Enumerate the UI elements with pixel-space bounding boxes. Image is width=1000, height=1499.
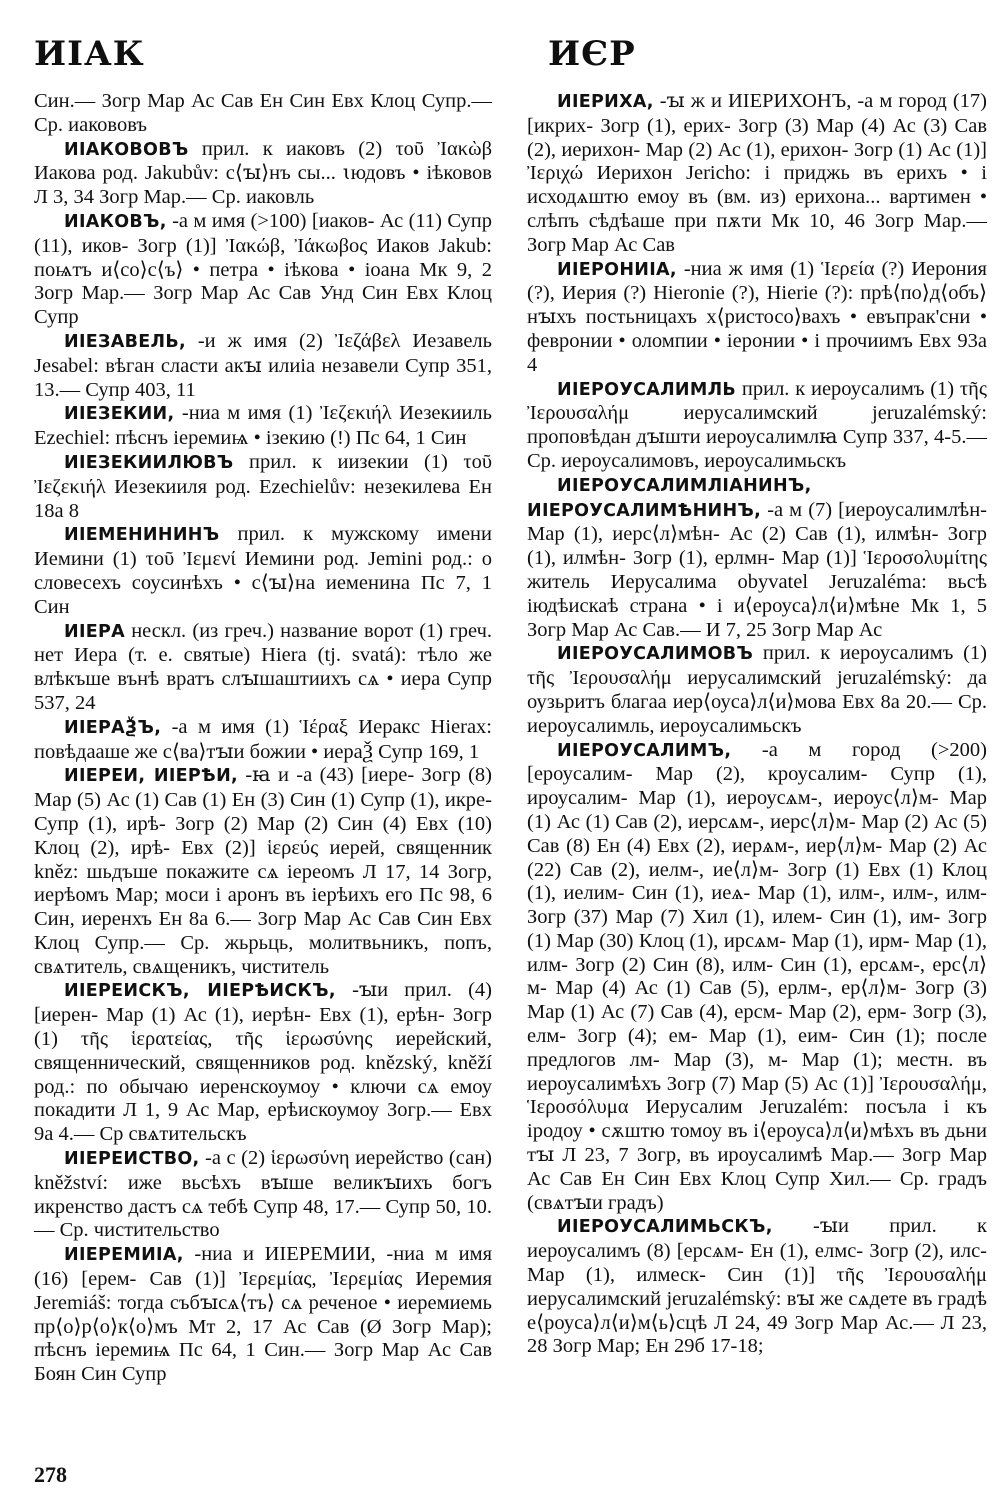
entry-headword: ИІЕРОУСАЛИМЛІАНИНЪ, ИІЕРОУСАЛИМѢНИНЪ, xyxy=(527,475,812,521)
dictionary-entry xyxy=(34,764,492,979)
dictionary-entry xyxy=(527,642,987,738)
entry-headword: ИІЕРОУСАЛИМЛЬ xyxy=(557,379,737,400)
dictionary-entry xyxy=(527,90,987,258)
dictionary-entry xyxy=(34,210,492,330)
entry-text: Син.— Зогр Мар Ас Сав Ен Син Евх Клоц Супр.— Ср. иакововъ xyxy=(34,90,492,136)
running-head-left: ИІАК xyxy=(34,34,145,74)
entry-headword: ИІЕРОНИІА, xyxy=(557,259,677,280)
dictionary-entry xyxy=(34,138,492,210)
page-number: 278 xyxy=(34,1462,67,1487)
entry-headword: ИІЕРАѮЪ, xyxy=(64,717,162,738)
entry-text: прил. к иероусалимъ (1) τῆς Ἰερουσαλήμ иерусалимский jeruzalémský: проповѣдан дꙑшти иероусалимлꙗ Супр 337, 4-5.— Ср. иероусалимовъ, иероусалимьскъ xyxy=(527,377,988,472)
entry-text: -а м город (>200) [ероусалим- Мар (2), кроусалим- Супр (1), ироусалим- Мар (1), иероусѧм-, иероус⟨л⟩м- Мар (1) Ас (1) Сав (2), иерсѧм-, иерс⟨л⟩м- Мар (2) Ас (5) Сав (8) Ен (4) Евх (2), иерѧм-, иер⟨л⟩м- Мар (2) Ас (22) Сав (2), иелм-, ие⟨л⟩м- Зогр (1) Евх (1) Клоц (1), иелим- Син (1), иеѧ- Мар (1), илм-, илм-, илм- Зогр (37) Мар (7) Хил (1), илем- Син (1), им- Зогр (1) Мар (30) Клоц (1), ирсѧм- Мар (1), ирм- Мар (1), илм- Зогр (2) Син (8), илм- Син (1), ерсѧм-, ерс⟨л⟩м- Мар (4) Ас (1) Сав (5), ерлм-, ер⟨л⟩м- Зогр (3) Мар (1) Ас (7) Сав (4), ерсм- Мар (2), ерм- Зогр (3), елм- Зогр (4); ем- Мар (1), еим- Син (1); после предлогов лм- Мар (3), м- Мар (1); местн. въ иероусалимѣхъ Зогр (7) Мар (5) Ас (1)] Ἰερουσαλήμ, Ἱεροσόλυμα Иерусалим Jeruzalém: посъла і къ іродоу • сѫштю томоу въ і⟨ероуса⟩л⟨и⟩мѣхъ въ дьни тꙑ Л 23, 7 Зогр, въ ироусалимѣ Мар.— Зогр Мар Ас Сав Ен Син Евх Клоц Супр Хил.— Ср. градъ (свѧтꙑи градъ) xyxy=(527,738,987,1214)
left-column xyxy=(34,90,492,1387)
entry-text: -ниа и ИІЕРЕМИИ, -ниа м имя (16) [ерем- Сав (1)] Ἰερεμίας, Ἰερεμίας Иеремия Jeremiáš: тогда събꙑсѧ⟨тъ⟩ сѧ реченое • иеремиемь пр⟨о⟩р⟨о⟩к⟨о⟩мъ Мт 2, 17 Ас Сав (Ø Зогр Мар); пѣснъ іеремиѩ Пс 64, 1 Син.— Зогр Мар Ас Сав Боян Син Супр xyxy=(34,1243,493,1386)
entry-headword: ИІЕЗАВЕЛЬ, xyxy=(64,331,186,352)
entry-headword: ИІЕРА xyxy=(64,621,125,642)
dictionary-entry xyxy=(34,90,492,138)
entry-text: -а м имя (>100) [иаков- Ас (11) Супр (11), иков- Зогр (1)] Ἰακώβ, Ἰάκωβος Иаков Jakub: поѩтъ и⟨со⟩с⟨ъ⟩ • петра • іѣкова • іоана Мк 9, 2 Зогр Мар.— Зогр Мар Ас Сав Унд Син Евх Клоц Супр xyxy=(34,209,493,329)
entry-headword: ИІЕМЕНИНИНЪ xyxy=(64,525,220,546)
entry-headword: ИІЕРИХА, xyxy=(557,92,654,112)
entry-text: -ꙑи прил. к иероусалимъ (8) [ерсѧм- Ен (1), елмс- Зогр (2), илс- Мар (1), илмеск- Син (1)] τῆς Ἰερουσαλήμ иерусалимский jeruzalémský: вꙑ же сѧдете въ градѣ е⟨роуса⟩л⟨и⟩м⟨ь⟩сцѣ Л 24, 49 Зогр Мар Ас.— Л 23, 28 Зогр Мар; Ен 29б 17-18; xyxy=(527,1215,987,1358)
entry-headword: ИІЕРЕИСКЪ, ИІЕРѢИСКЪ, xyxy=(64,981,336,1002)
dictionary-entry xyxy=(527,378,987,474)
entry-text: прил. к мужскому имени Иемини (1) τοῦ Ἰεμενί Иемини род. Jemini род.: о словесехъ соусинѣхъ • с⟨ꙑ⟩на иеменина Пс 7, 1 Син xyxy=(34,523,493,618)
dictionary-entry xyxy=(34,979,492,1147)
entry-text: -ꙑи прил. (4) [иерен- Мар (1) Ас (1), иерѣн- Евх (1), ерѣн- Зогр (1) τῆς ἱερατείας, τῆς ἱερωσύνης иерейский, священнический, священников род. knězský, kněží род.: по обычаю иеренскоумоу • ключи сѧ емоу покадити Л 1, 9 Ас Мар, ерѣискоумоу Зогр.— Евх 9а 4.— Ср свѧтительскъ xyxy=(34,979,492,1146)
entry-headword: ИІЕРОУСАЛИМЬСКЪ, xyxy=(557,1217,773,1238)
entry-text: -ꙑ ж и ИІЕРИХОНЪ, -а м город (17) [икрих- Зогр (1), ерих- Зогр (3) Мар (4) Ас (3) Сав (2), иерихон- Мар (2) Ас (1), ерихон- Зогр (1) Ас (1)] Ἰεριχώ Иерихон Jericho: і приджь въ ерихъ • і исходѧштю емоу въ (вм. из) ерихона... вартимен • слѣпъ сѣдѣаше при пѫти Мк 10, 46 Зогр Мар.— Зогр Мар Ас Сав xyxy=(527,90,988,256)
dictionary-entry xyxy=(34,1243,492,1387)
dictionary-entry xyxy=(34,1147,492,1243)
entry-text: -а м имя (1) Ἱέραξ Иеракс Hierax: повѣдааше же с⟨ва⟩тꙑи божии • иераѮ Супр 169, 1 xyxy=(34,715,492,763)
dictionary-entry xyxy=(34,523,492,619)
entry-text: прил. к иизекии (1) τοῦ Ἰεζεκιήλ Иезекииля род. Ezechielův: незекилева Ен 18а 8 xyxy=(34,450,492,522)
entry-headword: ИІЕРЕМИІА, xyxy=(64,1245,184,1266)
entry-text: -ꙗ и -а (43) [иере- Зогр (8) Мар (5) Ас (1) Сав (1) Ен (3) Син (1) Супр (1), икре- Супр (1), ирѣ- Зогр (2) Мар (2) Син (4) Евх (10) Клоц (2), ирѣ- Евх (2)] ἱερεύς иерей, священник kněz: шьдъше покажите сѧ іереомъ Л 17, 14 Зогр, иерѣомъ Мар; моси і аронъ въ іерѣихъ его Пс 98, 6 Син, иеренхъ Ен 8а 6.— Зогр Мар Ас Сав Син Евх Клоц Супр.— Ср. жьрьць, молитвьникъ, попъ, свѧтитель, свѧщеникъ, чиститель xyxy=(34,764,493,978)
entry-headword: ИІАКОВЪ, xyxy=(64,211,167,232)
entry-text: -а с (2) ἱερωσύνη иерейство (сан) kněžství: иже вьсѣхъ вꙑше великꙑихъ богъ икренство дастъ сѧ тебѣ Супр 48, 17.— Супр 50, 10.— Ср. чистительство xyxy=(34,1147,492,1242)
dictionary-entry xyxy=(34,330,492,402)
dictionary-entry xyxy=(527,258,987,378)
entry-text: -а м (7) [иероусалимлѣн- Мар (1), иерс⟨л⟩мѣн- Ас (2) Сав (1), илмѣн- Зогр (1), илмѣн- Зогр (1), ерлмн- Мар (1)] Ἱεροσολυμίτης житель Иерусалима obyvatel Jeruzaléma: вьсѣ іюдѣискаѣ страна • і и⟨ероуса⟩л⟨и⟩мѣне Мк 1, 5 Зогр Мар Ас Сав.— И 7, 25 Зогр Мар Ас xyxy=(527,498,987,641)
dictionary-entry xyxy=(34,716,492,765)
entry-text: прил. к иаковъ (2) τοῦ Ἰακὼβ Иакова род. Jakubův: с⟨ꙑ⟩нъ сы... ꙇюдовъ • іѣковов Л 3, 34 Зогр Мар.— Ср. иаковль xyxy=(34,137,492,209)
entry-text: прил. к иероусалимъ (1) τῆς Ἰερουσαλήμ иерусалимский jeruzalémský: да оузьритъ благаа иер⟨оуса⟩л⟨и⟩мова Евх 8а 20.— Ср. иероусалимль, иероусалимьскъ xyxy=(527,642,987,737)
entry-headword: ИІЕЗЕКИИЛЮВЪ xyxy=(64,452,234,473)
dictionary-entry xyxy=(527,1215,987,1359)
entry-headword: ИІЕРОУСАЛИМОВЪ xyxy=(557,644,754,665)
entry-headword: ИІЕЗЕКИИ, xyxy=(64,404,175,425)
entry-text: -ниа м имя (1) Ἰεζεκιήλ Иезекииль Ezechiel: пѣснъ іеремиѩ • ізекию (!) Пс 64, 1 Син xyxy=(34,402,493,450)
entry-headword: ИІЕРОУСАЛИМЪ, xyxy=(557,740,732,761)
right-column xyxy=(527,90,987,1359)
dictionary-entry xyxy=(527,739,987,1216)
entry-text: нескл. (из греч.) название ворот (1) греч. нет Иера (т. е. святые) Hiera (tj. svatá): тѣло же влѣкъше вънѣ вратъ слꙑшаштиихъ сѧ • иера Супр 537, 24 xyxy=(34,619,493,714)
entry-headword: ИІЕРЕИСТВО, xyxy=(64,1149,200,1170)
dictionary-entry xyxy=(527,474,987,643)
entry-headword: ИІЕРЕИ, ИІЕРѢИ, xyxy=(64,766,238,787)
dictionary-entry xyxy=(34,402,492,451)
dictionary-entry xyxy=(34,620,492,716)
entry-text: -ниа ж имя (1) Ἱερεία (?) Иерония (?), Иерия (?) Hieronie (?), Hierie (?): прѣ⟨по⟩д⟨объ⟩нꙑхъ постьницахъ х⟨ристосо⟩вахъ • евъпрак'сни • февронии • оломпии • іеронии • і прочиимъ Евх 93а 4 xyxy=(527,257,987,376)
dictionary-entry xyxy=(34,451,492,523)
running-head-right: ИЄР xyxy=(548,34,636,74)
entry-headword: ИІАКОВОВЪ xyxy=(64,139,189,160)
entry-text: -и ж имя (2) Ἰεζάβελ Иезавель Jesabel: вѣган сласти акꙑ илиіа незавели Супр 351, 13.— Супр 403, 11 xyxy=(34,329,493,401)
